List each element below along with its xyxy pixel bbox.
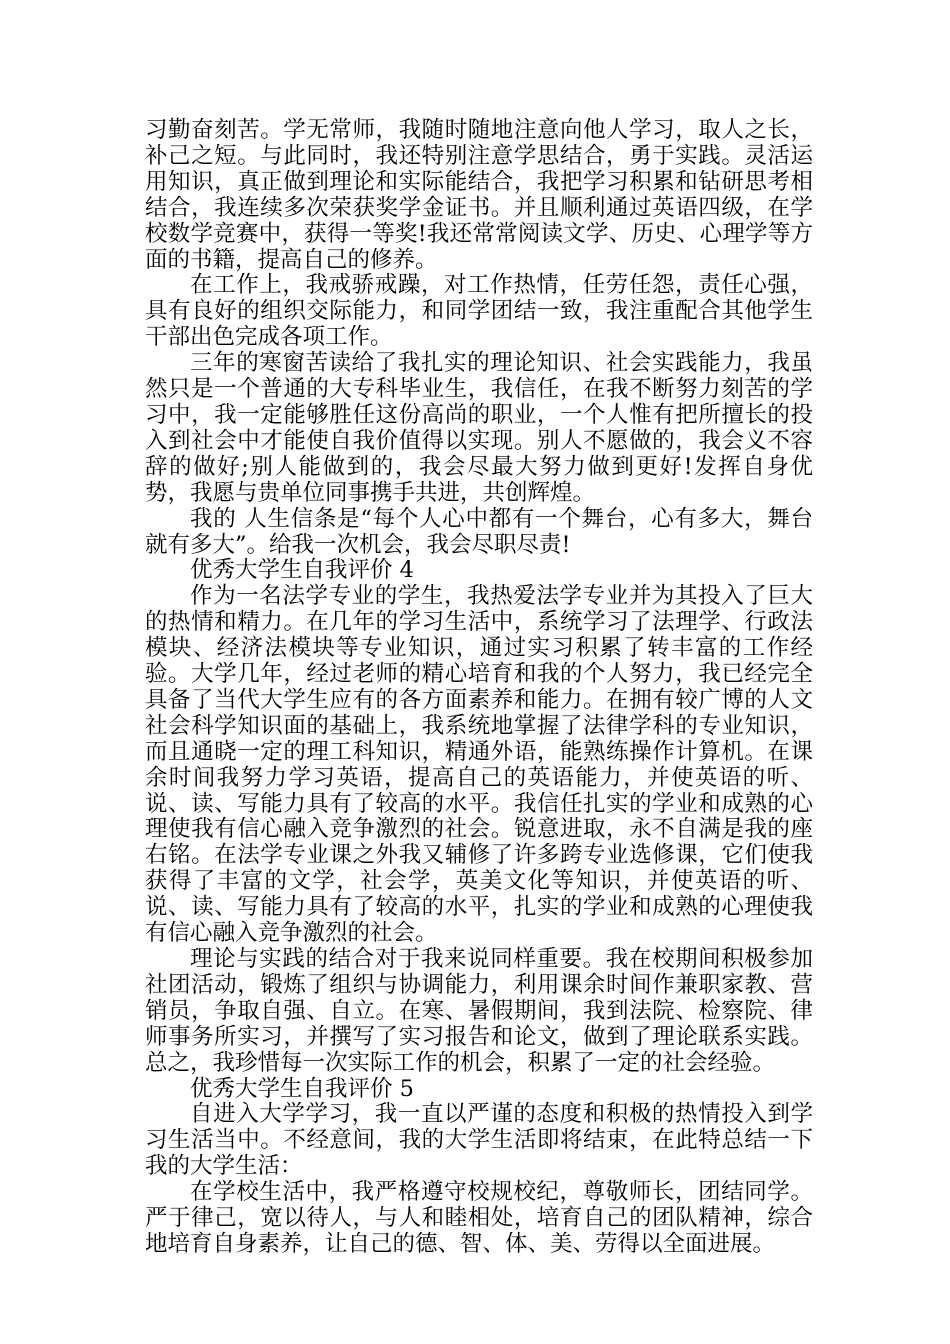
document-page: [145, 118, 813, 1258]
paragraph-school-life: 在学校生活中，我严格遵守校规校纪，尊敬师长，团结同学。严于律己，宽以待人，与人和睦相处，培育自己的团队精神，综合地培育自身素养，让自己的德、智、体、美、劳得以全面进展。: [145, 1179, 813, 1257]
paragraph-motto: 我的 人生信条是“每个人心中都有一个舞台，心有多大，舞台就有多大”。给我一次机会，我会尽职尽责!: [145, 505, 813, 558]
section-heading-4: 优秀大学生自我评价 4: [190, 557, 414, 584]
paragraph-law-student: 作为一名法学专业的学生，我热爱法学专业并为其投入了巨大的热情和精力。在几年的学习生活中，系统学习了法理学、行政法模块、经济法模块等专业知识，通过实习积累了转丰富的工作经验。大学几年，经过老师的精心培育和我的个人努力，我已经完全具备了当代大学生应有的各方面素养和能力。在拥有较广博的人文社会科学知识面的基础上，我系统地掌握了法律学科的专业知识，而且通晓一定的理工科知识，精通外语，能熟练操作计算机。在课余时间我努力学习英语，提高自己的英语能力，并使英语的听、说、读、写能力具有了较高的水平。我信任扎实的学业和成熟的心理使我有信心融入竞争激烈的社会。锐意进取，永不自满是我的座右铭。在法学专业课之外我又辅修了许多跨专业选修课，它们使我获得了丰富的文学，社会学，英美文化等知识，并使英语的听、说、读、写能力具有了较高的水平，扎实的学业和成熟的心理使我有信心融入竞争激烈的社会。: [145, 583, 813, 947]
section-heading-5: 优秀大学生自我评价 5: [190, 1075, 414, 1102]
paragraph-three-years: 三年的寒窗苦读给了我扎实的理论知识、社会实践能力，我虽然只是一个普通的大专科毕业生，我信任，在我不断努力刻苦的学习中，我一定能够胜任这份高尚的职业，一个人惟有把所擅长的投入到社会中才能使自我价值得以实现。别人不愿做的，我会义不容辞的做好;别人能做到的，我会尽最大努力做到更好!发挥自身优势，我愿与贵单位同事携手共进，共创辉煌。: [145, 350, 813, 506]
paragraph-work: 在工作上，我戒骄戒躁，对工作热情，任劳任怨，责任心强，具有良好的组织交际能力，和同学团结一致，我注重配合其他学生干部出色完成各项工作。: [145, 272, 813, 351]
paragraph-since-entering: 自进入大学学习，我一直以严谨的态度和积极的热情投入到学习生活当中。不经意间，我的大学生活即将结束，在此特总结一下我的大学生活：: [145, 1101, 813, 1180]
paragraph-theory-practice: 理论与实践的结合对于我来说同样重要。我在校期间积极参加社团活动，锻炼了组织与协调能力，利用课余时间作兼职家教、营销员，争取自强、自立。在寒、暑假期间，我到法院、检察院、律师事务所实习，并撰写了实习报告和论文，做到了理论联系实践。总之，我珍惜每一次实际工作的机会，积累了一定的社会经验。: [145, 946, 813, 1076]
paragraph-study: 习勤奋刻苦。学无常师，我随时随地注意向他人学习，取人之长，补己之短。与此同时，我还特别注意学思结合，勇于实践。灵活运用知识，真正做到理论和实际能结合，我把学习积累和钻研思考相结合，我连续多次荣获奖学金证书。并且顺利通过英语四级，在学校数学竞赛中，获得一等奖!我还常常阅读文学、历史、心理学等方面的书籍，提高自己的修养。: [145, 117, 813, 273]
